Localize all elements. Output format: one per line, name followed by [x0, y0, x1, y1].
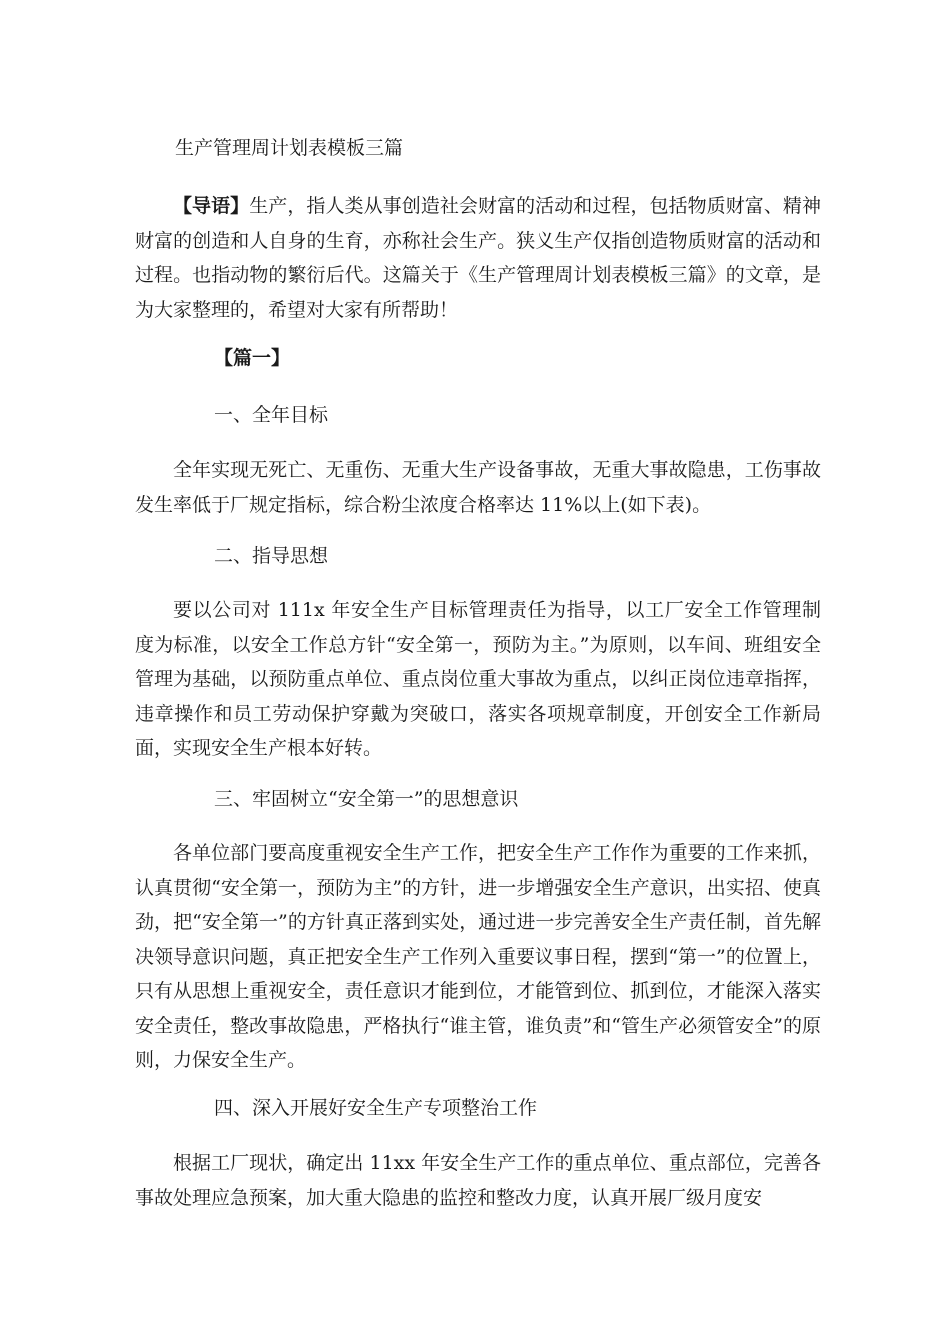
- section-body-1: 全年实现无死亡、无重伤、无重大生产设备事故，无重大事故隐患，工伤事故发生率低于厂规定指标，综合粉尘浓度合格率达 11%以上(如下表)。: [135, 459, 821, 516]
- section-body-3: 各单位部门要高度重视安全生产工作，把安全生产工作作为重要的工作来抓，认真贯彻“安全第一，预防为主”的方针，进一步增强安全生产意识，出实招、使真劲，把“安全第一”的方针真正落到实处，通过进一步完善安全生产责任制，首先解决领导意识问题，真正把安全生产工作列入重要议事日程，摆到“第一”的位置上，只有从思想上重视安全，责任意识才能到位，才能管到位、抓到位，才能深入落实安全责任，整改事故隐患，严格执行“谁主管，谁负责”和“管生产必须管安全”的原则，力保安全生产。: [135, 842, 821, 1071]
- section-heading-4: 四、深入开展好安全生产专项整治工作: [214, 1097, 538, 1119]
- section-heading-2: 二、指导思想: [214, 545, 329, 567]
- section-heading-1: 一、全年目标: [214, 404, 329, 426]
- section-heading-3: 三、牢固树立“安全第一”的思想意识: [214, 788, 519, 810]
- chapter-label: 【篇一】: [214, 347, 291, 369]
- section-body-4: 根据工厂现状，确定出 11xx 年安全生产工作的重点单位、重点部位，完善各事故处理应急预案，加大重大隐患的监控和整改力度，认真开展厂级月度安: [135, 1152, 821, 1209]
- section-body-2: 要以公司对 111x 年安全生产目标管理责任为指导，以工厂安全工作管理制度为标准，以安全工作总方针“安全第一，预防为主。”为原则，以车间、班组安全管理为基础，以预防重点单位、重点岗位重大事故为重点，以纠正岗位违章指挥，违章操作和员工劳动保护穿戴为突破口，落实各项规章制度，开创安全工作新局面，实现安全生产根本好转。: [135, 599, 821, 759]
- intro-lead: 【导语】: [173, 195, 250, 217]
- intro-text: 生产，指人类从事创造社会财富的活动和过程，包括物质财富、精神财富的创造和人自身的生育，亦称社会生产。狭义生产仅指创造物质财富的活动和过程。也指动物的繁衍后代。这篇关于《生产管理周计划表模板三篇》的文章，是为大家整理的，希望对大家有所帮助！: [135, 195, 821, 321]
- intro-paragraph: [135, 189, 821, 327]
- document-title: 生产管理周计划表模板三篇: [175, 137, 404, 159]
